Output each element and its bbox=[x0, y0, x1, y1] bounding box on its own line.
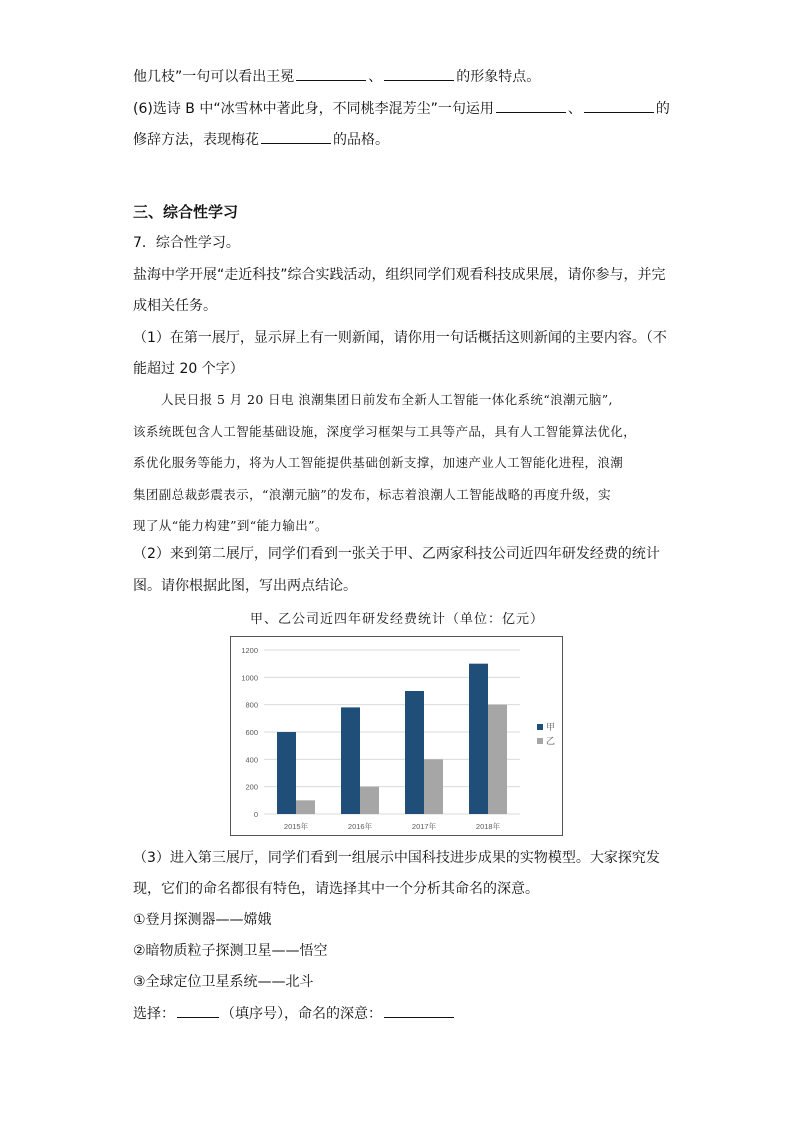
x-tick-label: 2017年 bbox=[411, 822, 437, 831]
answer-blank[interactable] bbox=[177, 1003, 219, 1018]
answer-blank[interactable] bbox=[261, 129, 331, 144]
q6-text-e: 修辞方法，表现梅花 bbox=[133, 132, 259, 148]
bar-甲-2017年 bbox=[405, 691, 424, 814]
answer-blank[interactable] bbox=[496, 98, 566, 113]
answer-blank[interactable] bbox=[584, 98, 654, 113]
bar-甲-2016年 bbox=[341, 707, 360, 814]
bar-甲-2018年 bbox=[469, 664, 488, 814]
y-tick-label: 1200 bbox=[241, 646, 258, 655]
option-1: ①登月探测器——嫦娥 bbox=[133, 912, 272, 928]
separator: 、 bbox=[368, 69, 383, 85]
task3-line-1: （3）进入第三展厅，同学们看到一组展示中国科技进步成果的实物模型。大家探究发 bbox=[133, 850, 660, 866]
news-line: 集团副总裁彭震表示，“浪潮元脑”的发布，标志着浪潮人工智能战略的再度升级，实 bbox=[133, 486, 611, 502]
meaning-label: （填序号），命名的深意： bbox=[221, 1006, 382, 1022]
news-line: 系优化服务等能力，将为人工智能提供基础创新支撑，加速产业人工智能化进程，浪潮 bbox=[133, 455, 624, 470]
bar-乙-2017年 bbox=[424, 759, 443, 814]
choose-label: 选择： bbox=[133, 1006, 175, 1022]
y-tick-label: 200 bbox=[245, 782, 258, 792]
task1-line-1: （1）在第一展厅，显示屏上有一则新闻，请你用一句话概括这则新闻的主要内容。（不 bbox=[133, 330, 667, 346]
bar-乙-2015年 bbox=[296, 800, 315, 814]
q7-intro-1: 盐海中学开展“走近科技”综合实践活动，组织同学们观看科技成果展，请你参与，并完 bbox=[133, 267, 666, 283]
x-tick-label: 2015年 bbox=[283, 822, 309, 831]
option-3: ③全球定位卫星系统——北斗 bbox=[133, 974, 314, 990]
section-title: 三、综合性学习 bbox=[133, 203, 239, 221]
legend-swatch-乙 bbox=[537, 738, 543, 744]
q6-line-3 bbox=[133, 129, 389, 150]
q6-text-f: 的品格。 bbox=[333, 132, 389, 148]
news-line: 人民日报 5 月 20 日电 浪潮集团日前发布全新人工智能一体化系统“浪潮元脑”, bbox=[161, 392, 613, 407]
news-line: 现了从“能力构建”到“能力输出”。 bbox=[133, 518, 328, 533]
legend-swatch-甲 bbox=[537, 724, 543, 730]
bar-chart bbox=[230, 636, 563, 836]
choose-line bbox=[133, 1003, 456, 1024]
task1-line-2: 能超过 20 个字） bbox=[133, 361, 244, 377]
y-tick-label: 0 bbox=[253, 810, 258, 819]
q6-text-a: 他几枝”一句可以看出王冕 bbox=[133, 69, 295, 85]
x-tick-label: 2016年 bbox=[347, 822, 373, 831]
task2-line-2: 图。请你根据此图，写出两点结论。 bbox=[133, 578, 357, 594]
y-tick-label: 800 bbox=[245, 700, 258, 710]
q6-text-c: (6)选诗 B 中“冰雪林中著此身，不同桃李混芳尘”一句运用 bbox=[133, 101, 494, 117]
q7-intro-2: 成相关任务。 bbox=[133, 298, 217, 314]
answer-blank[interactable] bbox=[384, 1003, 454, 1018]
news-line: 该系统既包含人工智能基础设施，深度学习框架与工具等产品，具有人工智能算法优化， bbox=[133, 423, 637, 439]
q6-line-1 bbox=[133, 66, 540, 87]
y-tick-label: 1000 bbox=[241, 673, 258, 683]
q6-text-d: 的 bbox=[655, 101, 670, 117]
chart-title: 甲、乙公司近四年研发经费统计（单位：亿元） bbox=[249, 612, 544, 627]
task2-line-1: （2）来到第二展厅，同学们看到一张关于甲、乙两家科技公司近四年研发经费的统计 bbox=[133, 546, 660, 562]
y-tick-label: 400 bbox=[245, 755, 258, 765]
answer-blank[interactable] bbox=[384, 66, 454, 81]
bar-乙-2018年 bbox=[488, 705, 507, 814]
q7-title: 7．综合性学习。 bbox=[133, 235, 240, 251]
x-tick-label: 2018年 bbox=[475, 822, 501, 831]
bar-乙-2016年 bbox=[360, 787, 379, 814]
answer-blank[interactable] bbox=[296, 66, 366, 81]
news-passage bbox=[133, 384, 661, 542]
bar-甲-2015年 bbox=[277, 732, 296, 814]
task3-line-2: 现，它们的命名都很有特色，请选择其中一个分析其命名的深意。 bbox=[133, 881, 539, 897]
legend-label: 甲 bbox=[546, 723, 556, 733]
separator: 、 bbox=[567, 101, 582, 117]
q6-line-2 bbox=[133, 98, 670, 119]
option-2: ②暗物质粒子探测卫星——悟空 bbox=[133, 943, 328, 959]
legend-label: 乙 bbox=[546, 737, 556, 747]
y-tick-label: 600 bbox=[245, 728, 258, 737]
q6-text-b: 的形象特点。 bbox=[456, 69, 541, 85]
